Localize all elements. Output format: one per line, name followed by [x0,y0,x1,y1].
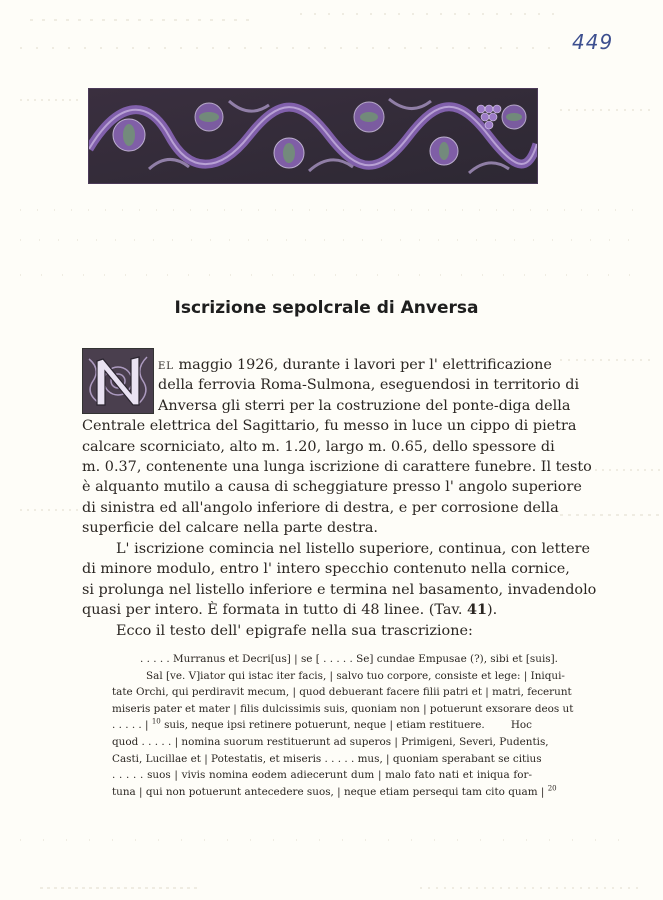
line-number: 10 [151,717,161,726]
inscription-transcription [112,651,574,800]
text-line: della ferrovia Roma-Sulmona, eseguendosi in territorio di [158,377,580,394]
ornamental-vine-relief-icon [89,89,537,183]
text-line: Anversa gli sterri per la costruzione del ponte-diga della [158,397,571,414]
text-line: è alquanto mutilo a causa di scheggiature presso l' angolo superiore [82,479,582,496]
inscription-line: . . . . . | $^{10}$ suis, neque ipsi retinere potuerunt, neque | etiam restituere. Hoc [112,717,532,732]
text-line: EL maggio 1926, durante i lavori per l' elettrificazione [158,357,552,373]
inscription-line: Sal [ve. V]iator qui istac iter facis, | salvo tuo corpore, consiste et lege: | Iniqui- [146,669,565,682]
text-line: L' iscrizione comincia nel listello superiore, continua, con lettere [116,541,591,557]
paragraph-2 [82,539,597,621]
plate-number: 41 [467,601,488,619]
text-line: di minore modulo, entro l' intero specchio contenuto nella cornice, [82,561,570,578]
article-title: Iscrizione sepolcrale di Anversa [174,298,479,318]
inscription-line: tuna | qui non potuerunt antecedere suos, | neque etiam persequi tam cito quam | $^{20}$ [112,784,557,798]
paragraph-3 [82,621,536,641]
text-line: calcare scorniciato, alto m. 1.20, largo m. 0.65, dello spessore di [82,438,555,455]
inscription-line: tate Orchi, qui perdiravit mecum, | quod debuerant facere filii patri et | matri, fecerunt [112,686,572,699]
text-line: si prolunga nel listello inferiore e termina nel basamento, invadendolo [82,581,597,598]
page-number: 449 [572,30,614,54]
text-line: Centrale elettrica del Sagittario, fu messo in luce un cippo di pietra [82,418,577,435]
inscription-line: . . . . . suos | vivis nomina eodem adiecerunt dum | malo fato nati et iniqua for- [112,769,532,782]
line-number: 20 [547,784,557,793]
text-line: Ecco il testo dell' epigrafe nella sua trascrizione: [116,623,473,639]
text-line: superficie del calcare nella parte destra. [82,520,378,537]
paragraph-1 [82,355,592,539]
inscription-line: quod . . . . . | nomina suorum restituerunt ad superos | Primigeni, Severi, Pudentis, [112,735,549,748]
inscription-line: miseris pater et mater | filis dulcissimis suis, quoniam non | potuerunt exsorare deos ut [112,702,574,715]
inscription-line: Casti, Lucillae et | Potestatis, et miseris . . . . . mus, | quoniam sperabant se citius [112,752,542,765]
inscription-line: . . . . . Murranus et Decri[us] | se [ . . . . . Se] cundae Empusae (?), sibi et [suis]. [140,653,558,665]
text-line: di sinistra ed all'angolo inferiore di destra, e per corrosione della [82,499,559,516]
text-line: quasi per intero. È formata in tutto di 48 linee. (Tav. 41). [82,601,498,619]
text-line: m. 0.37, contenente una lunga iscrizione di carattere funebre. Il testo [82,458,592,475]
ornamental-banner [88,88,538,184]
